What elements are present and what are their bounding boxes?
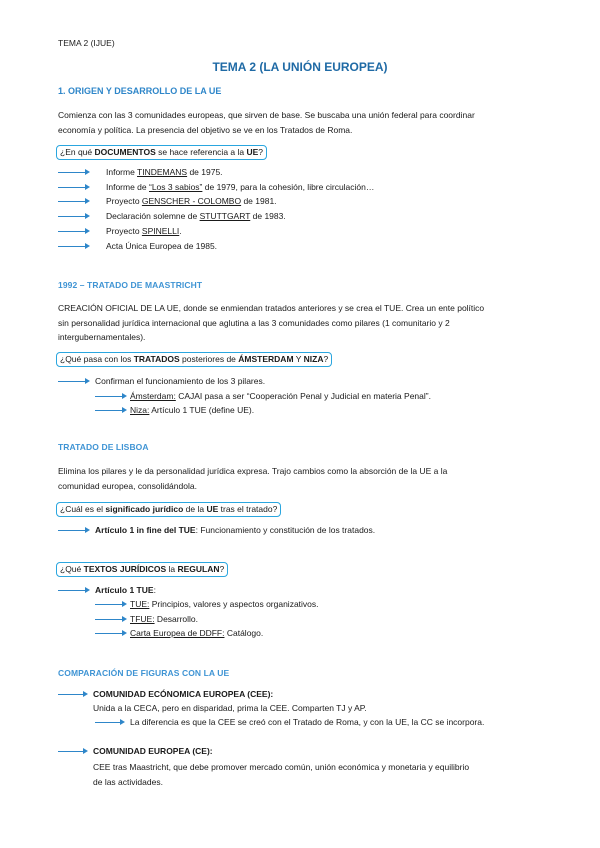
item-text: Declaración solemne de STUTTGART de 1983. bbox=[106, 211, 286, 221]
item-text: Informe de “Los 3 sabios” de 1979, para la cohesión, libre circulación… bbox=[106, 182, 375, 192]
q-text: ¿En qué bbox=[60, 147, 95, 157]
list-item bbox=[58, 196, 458, 210]
list-item bbox=[58, 241, 458, 255]
para-line: Comienza con las 3 comunidades europeas, que sirven de base. Se buscaba una unión federal para coordinar bbox=[58, 110, 475, 120]
item-text: Artículo 1 in fine del TUE: Funcionamiento y constitución de los tratados. bbox=[95, 525, 376, 535]
q-bold: DOCUMENTOS bbox=[94, 147, 156, 157]
arrow-icon bbox=[95, 633, 125, 634]
arrow-icon bbox=[58, 590, 88, 591]
arrow-icon bbox=[58, 216, 88, 217]
para-line: sin personalidad jurídica internacional que aglutina a las 3 comunidades como pilares (1 comunitario y 2 bbox=[58, 317, 450, 328]
item-text: Carta Europea de DDFF: Catálogo. bbox=[130, 628, 264, 638]
sub-list-item bbox=[95, 717, 545, 731]
page-header: TEMA 2 (IJUE) bbox=[58, 38, 115, 48]
arrow-icon bbox=[58, 172, 88, 173]
sub-list-item bbox=[95, 599, 495, 613]
arrow-icon bbox=[58, 187, 88, 188]
para-line: intergubernamentales). bbox=[58, 332, 146, 342]
question-box-documentos bbox=[56, 145, 267, 160]
item-detail: Unida a la CECA, pero en disparidad, prima la CEE. Comparten TJ y AP. bbox=[93, 703, 367, 713]
list-item bbox=[58, 525, 458, 539]
item-text: TFUE: Desarrollo. bbox=[130, 614, 199, 624]
section-heading-maastricht: 1992 – TRATADO DE MAASTRICHT bbox=[58, 280, 203, 290]
item-text: Informe TINDEMANS de 1975. bbox=[106, 167, 223, 177]
page-title: TEMA 2 (LA UNIÓN EUROPEA) bbox=[212, 60, 388, 74]
para-line: economía y política. La presencia del objetivo se ve en los Tratados de Roma. bbox=[58, 124, 353, 135]
arrow-icon bbox=[58, 231, 88, 232]
list-item bbox=[58, 211, 458, 225]
list-item bbox=[58, 182, 458, 196]
arrow-icon bbox=[58, 530, 88, 531]
arrow-icon bbox=[95, 396, 125, 397]
arrow-icon bbox=[95, 604, 125, 605]
arrow-icon bbox=[58, 694, 86, 695]
item-text: Artículo 1 TUE: bbox=[95, 585, 156, 595]
sub-list-item bbox=[95, 391, 495, 405]
paragraph-lisboa bbox=[58, 464, 545, 493]
list-item bbox=[58, 376, 458, 390]
item-text: TUE: Principios, valores y aspectos organizativos. bbox=[130, 599, 319, 609]
question-box-significado: ¿Cuál es el significado jurídico de la UE tras el tratado? bbox=[56, 502, 281, 517]
section-heading-origen: 1. ORIGEN Y DESARROLLO DE LA UE bbox=[58, 86, 222, 96]
arrow-icon bbox=[95, 619, 125, 620]
item-title: COMUNIDAD EUROPEA (CE): bbox=[93, 746, 213, 756]
item-text: Ámsterdam: CAJAI pasa a ser “Cooperación Penal y Judicial en materia Penal”. bbox=[130, 391, 431, 401]
arrow-icon bbox=[58, 381, 88, 382]
para-line: de las actividades. bbox=[93, 776, 163, 787]
item-text: La diferencia es que la CEE se creó con el Tratado de Roma, y con la UE, la CC se incorpora. bbox=[130, 717, 485, 727]
item-text: Proyecto SPINELLI. bbox=[106, 226, 182, 236]
para-line: CREACIÓN OFICIAL DE LA UE, donde se enmiendan tratados anteriores y se crea el TUE. Crea un ente político bbox=[58, 303, 485, 313]
section-heading-lisboa: TRATADO DE LISBOA bbox=[58, 442, 149, 452]
arrow-icon bbox=[95, 722, 123, 723]
item-text: Niza: Artículo 1 TUE (define UE). bbox=[130, 405, 255, 415]
sub-list-item bbox=[95, 628, 495, 642]
arrow-icon bbox=[58, 751, 86, 752]
sub-list-item bbox=[95, 405, 495, 419]
list-item bbox=[58, 226, 458, 240]
item-title: COMUNIDAD ECÓNOMICA EUROPEA (CEE): bbox=[93, 689, 274, 699]
para-line: CEE tras Maastricht, que debe promover mercado común, unión económica y monetaria y equilibrio bbox=[93, 762, 470, 772]
arrow-icon bbox=[95, 410, 125, 411]
arrow-icon bbox=[58, 201, 88, 202]
list-item-ce bbox=[58, 746, 538, 760]
paragraph-maastricht bbox=[58, 301, 545, 345]
q-bold: UE bbox=[246, 147, 259, 157]
list-item-cee bbox=[58, 689, 538, 703]
list-item bbox=[58, 585, 458, 599]
paragraph-origen bbox=[58, 108, 545, 137]
arrow-icon bbox=[58, 246, 88, 247]
para-line: comunidad europea, consolidándola. bbox=[58, 480, 197, 491]
list-item bbox=[58, 167, 458, 181]
q-text: se hace referencia a la bbox=[155, 147, 247, 157]
item-text: Proyecto GENSCHER - COLOMBO de 1981. bbox=[106, 196, 277, 206]
q-text: ? bbox=[258, 147, 264, 157]
question-box-tratados: ¿Qué pasa con los TRATADOS posteriores de ÁMSTERDAM Y NIZA? bbox=[56, 352, 332, 367]
item-detail bbox=[93, 760, 545, 789]
para-line: Elimina los pilares y le da personalidad jurídica expresa. Trajo cambios como la absorción de la UE a la bbox=[58, 466, 448, 476]
item-text: Acta Única Europea de 1985. bbox=[106, 241, 218, 251]
item-text: Confirman el funcionamiento de los 3 pilares. bbox=[95, 376, 266, 386]
sub-list-item bbox=[95, 614, 495, 628]
question-box-textos: ¿Qué TEXTOS JURÍDICOS la REGULAN? bbox=[56, 562, 228, 577]
section-heading-comparacion: COMPARACIÓN DE FIGURAS CON LA UE bbox=[58, 668, 230, 678]
